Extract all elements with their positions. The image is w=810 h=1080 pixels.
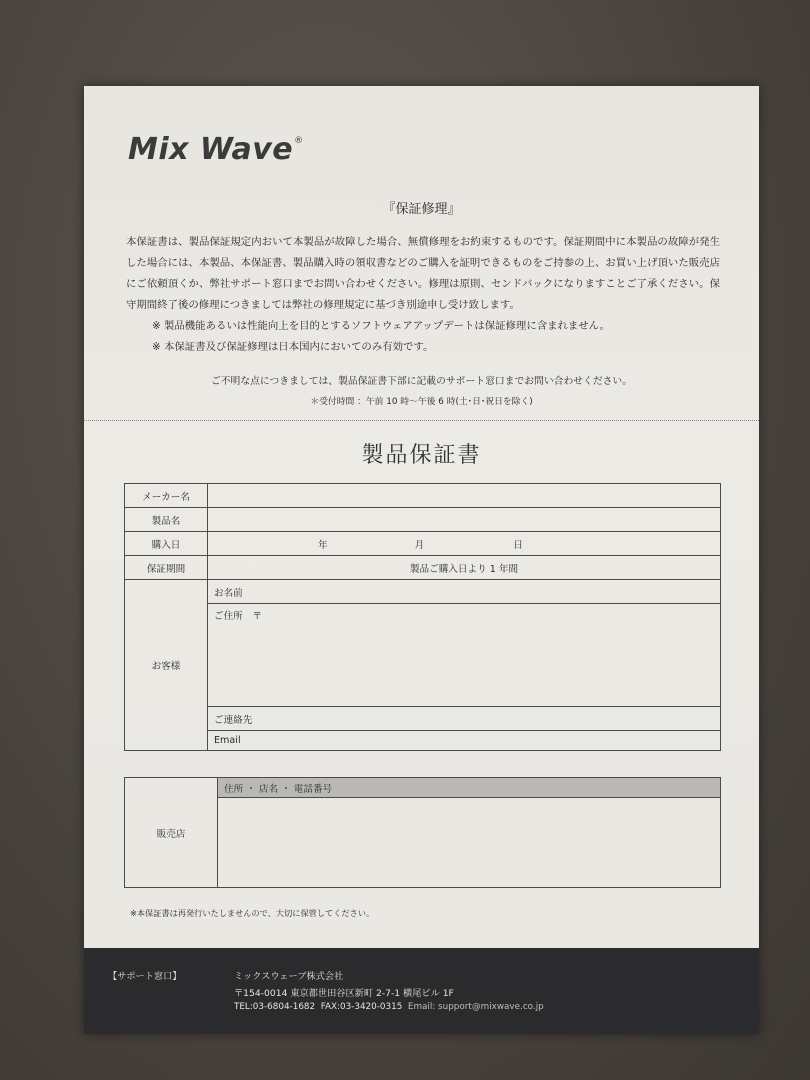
- warranty-form-table: [124, 483, 721, 751]
- contact-line: ご不明な点につきましては、製品保証書下部に記載のサポート窓口までお問い合わせください。: [210, 376, 633, 387]
- shop-header: 住所 ・ 店名 ・ 電話番号: [218, 778, 721, 798]
- form-row-maker: [125, 484, 721, 508]
- tel-number: TEL:03-6804-1682: [234, 1002, 316, 1012]
- dotted-divider: [84, 420, 759, 421]
- email-field[interactable]: [208, 731, 721, 751]
- shop-label: 販売店: [125, 778, 218, 888]
- product-field[interactable]: [208, 508, 721, 532]
- logo-text: Mix Wave: [128, 132, 294, 167]
- form-row-address: [125, 604, 721, 707]
- email-label: Email: [214, 735, 241, 746]
- maker-field[interactable]: [208, 484, 721, 508]
- document-title: 製品保証書: [361, 443, 482, 468]
- form-row-name: [125, 580, 721, 604]
- address-label: ご住所 〒: [214, 611, 262, 622]
- warranty-label: 保証期間: [125, 556, 208, 580]
- product-label: 製品名: [125, 508, 208, 532]
- fax-number: FAX:03-3420-0315: [320, 1002, 403, 1012]
- mixwave-logo: [128, 132, 303, 167]
- support-label: 【サポート窓口】: [108, 971, 182, 982]
- address-field[interactable]: [208, 604, 721, 707]
- warranty-sheet: [84, 86, 759, 1034]
- company-name: ミックスウェーブ株式会社: [234, 971, 344, 982]
- form-row-product: [125, 508, 721, 532]
- form-row-email: [125, 731, 721, 751]
- contact-field[interactable]: [208, 707, 721, 731]
- form-row-contact: [125, 707, 721, 731]
- company-address: 〒154-0014 東京都世田谷区新町 2-7-1 横尾ビル 1F: [234, 988, 454, 999]
- name-label: お名前: [214, 587, 243, 599]
- maker-label: メーカー名: [125, 484, 208, 508]
- warranty-value: 製品ご購入日より 1 年間: [208, 556, 721, 580]
- shop-table: [124, 777, 721, 888]
- form-row-purchase: [125, 532, 721, 556]
- repair-note: ※ 製品機能あるいは性能向上を目的とするソフトウェアアップデートは保証修理に含まれません。: [152, 320, 611, 332]
- repair-section-body: [126, 232, 720, 358]
- support-footer: [84, 948, 759, 1034]
- keep-note: ※本保証書は再発行いたしませんので、大切に保管してください。: [130, 908, 375, 918]
- company-contacts: [234, 1002, 544, 1012]
- day-unit: 日: [513, 539, 523, 551]
- form-row-warranty: [125, 556, 721, 580]
- contact-label: ご連絡先: [214, 714, 253, 726]
- hours-line: ＊受付時間 ：午前 10 時〜午後 6 時(土･日･祝日を除く): [310, 397, 533, 407]
- repair-paragraph: 本保証書は、製品保証規定内おいて本製品が故障した場合、無償修理をお約束するものです。保証期間中に本製品の故障が発生した場合には、本製品、本保証書、製品購入時の領収書などのご購入を証明できるものをご持参の上、お買い上げ頂いた販売店にご依頼頂くか、弊社サポート窓口までお問い合わせください。修理は原則、センドバックになりますことご了承ください。保守期間終了後の修理につきましては弊社の修理規定に基づき別途申し受け致します。: [126, 236, 720, 311]
- support-email[interactable]: Email: support@mixwave.co.jp: [407, 1002, 544, 1012]
- month-unit: 月: [414, 539, 425, 551]
- year-unit: 年: [318, 539, 328, 551]
- registered-mark: ®: [294, 136, 304, 146]
- repair-note: ※ 本保証書及び保証修理は日本国内においてのみ有効です。: [152, 341, 434, 353]
- purchase-date-field[interactable]: [208, 532, 721, 556]
- repair-section-title: 『保証修理』: [382, 202, 461, 217]
- customer-label: お客様: [125, 580, 208, 751]
- name-field[interactable]: [208, 580, 721, 604]
- shop-row: [125, 778, 721, 798]
- purchase-label: 購入日: [125, 532, 208, 556]
- shop-field[interactable]: [218, 798, 721, 888]
